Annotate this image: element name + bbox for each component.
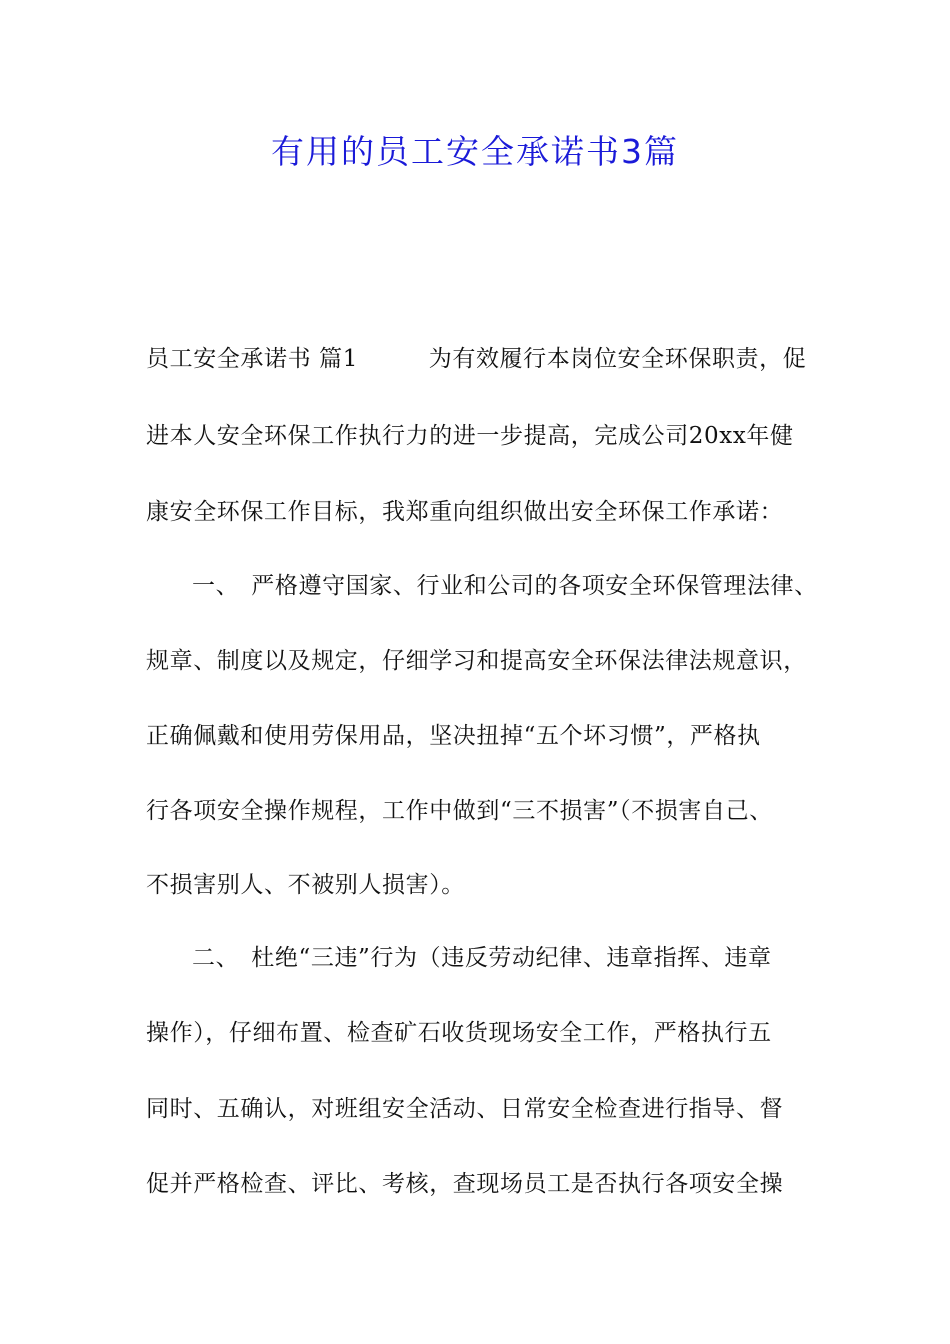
paragraph-line: 员工安全承诺书 篇1 为有效履行本岗位安全环保职责，促 [146,346,807,372]
paragraph-line: 一、 严格遵守国家、行业和公司的各项安全环保管理法律、 [192,573,818,599]
document-title: 有用的员工安全承诺书3篇 [271,132,679,171]
paragraph-line: 二、 杜绝“三违”行为（违反劳动纪律、违章指挥、违章 [192,945,772,971]
paragraph-line: 促并严格检查、评比、考核，查现场员工是否执行各项安全操 [146,1171,784,1197]
paragraph-line: 同时、五确认，对班组安全活动、日常安全检查进行指导、督 [146,1096,784,1122]
paragraph-line: 正确佩戴和使用劳保用品，坚决扭掉“五个坏习惯”，严格执 [146,723,761,749]
paragraph-line: 不损害别人、不被别人损害）。 [146,872,465,898]
paragraph-line: 操作），仔细布置、检查矿石收货现场安全工作，严格执行五 [146,1020,772,1046]
paragraph-line: 进本人安全环保工作执行力的进一步提高，完成公司20xx年健 [146,423,794,449]
paragraph-line: 康安全环保工作目标，我郑重向组织做出安全环保工作承诺： [146,499,784,525]
paragraph-line: 行各项安全操作规程，工作中做到“三不损害”（不损害自己、 [146,798,773,824]
paragraph-line: 规章、制度以及规定，仔细学习和提高安全环保法律法规意识， [146,648,807,674]
